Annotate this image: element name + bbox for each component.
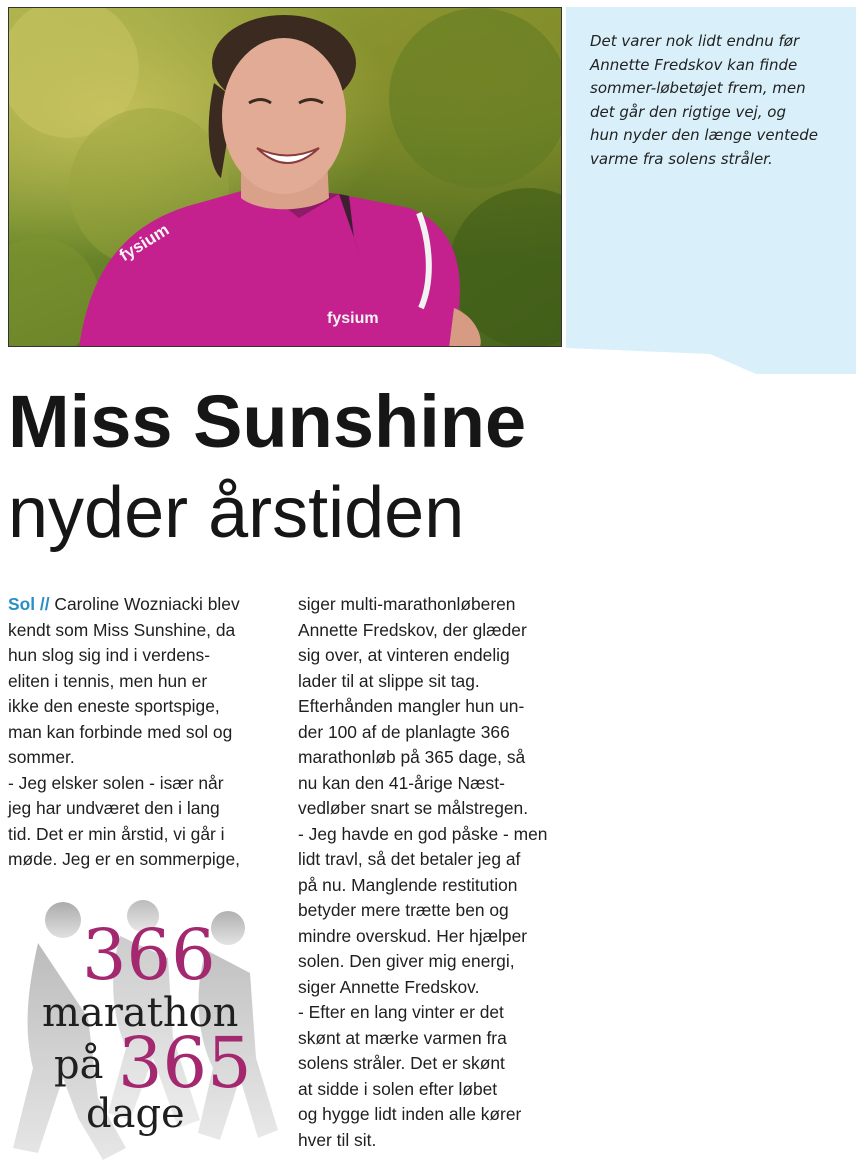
article-line: Efterhånden mangler hun un- bbox=[298, 696, 525, 716]
article-line: hun slog sig ind i verdens- bbox=[8, 645, 211, 665]
article-line: der 100 af de planlagte 366 bbox=[298, 721, 510, 742]
article-line: marathonløb på 365 dage, så bbox=[298, 747, 526, 767]
article-line: siger Annette Fredskov. bbox=[298, 976, 480, 997]
article-line: vedløber snart se målstregen. bbox=[298, 798, 529, 818]
article-line: siger multi-marathonløberen bbox=[298, 594, 516, 614]
headline bbox=[8, 380, 848, 553]
article-line: betyder mere trætte ben og bbox=[298, 900, 509, 920]
logo-number-365: 365 bbox=[118, 1022, 252, 1104]
article-line: kendt som Miss Sunshine, da bbox=[8, 619, 236, 640]
section-kicker: Sol // bbox=[8, 594, 50, 614]
article-line: lader til at slippe sit tag. bbox=[298, 670, 480, 691]
shirt-logo-front: fysium bbox=[327, 310, 379, 327]
article-line: ikke den eneste sportspige, bbox=[8, 696, 220, 716]
marathon-366-logo bbox=[8, 898, 280, 1163]
logo-word-pa: på bbox=[54, 1042, 104, 1088]
article-line: lidt travl, så det betaler jeg af bbox=[298, 849, 521, 869]
article-line: sommer. bbox=[8, 747, 75, 767]
article-line: jeg har undværet den i lang bbox=[8, 798, 220, 818]
caption-line: hun nyder den længe ventede bbox=[590, 126, 818, 145]
article-line: - Jeg elsker solen - især når bbox=[8, 772, 224, 793]
caption-line: sommer-løbetøjet frem, men bbox=[590, 79, 806, 98]
article-line: og hygge lidt inden alle kører bbox=[298, 1104, 522, 1124]
article-line: møde. Jeg er en sommerpige, bbox=[8, 849, 240, 869]
article-line: - Jeg havde en god påske - men bbox=[298, 823, 548, 844]
caption-tail bbox=[560, 346, 856, 374]
headline-sub: nyder årstiden bbox=[8, 473, 465, 553]
article-line: sig over, at vinteren endelig bbox=[298, 645, 510, 665]
article-line: på nu. Manglende restitution bbox=[298, 874, 518, 895]
article-line: tid. Det er min årstid, vi går i bbox=[8, 823, 225, 844]
logo-word-marathon: marathon bbox=[42, 990, 239, 1036]
caption-line: Det varer nok lidt endnu før bbox=[590, 32, 800, 50]
caption-line: Annette Fredskov kan finde bbox=[590, 55, 798, 74]
runner-illustration bbox=[9, 8, 562, 347]
article-line: solens stråler. Det er skønt bbox=[298, 1053, 505, 1073]
article-line: at sidde i solen efter løbet bbox=[298, 1078, 498, 1099]
article-line: solen. Den giver mig energi, bbox=[298, 951, 515, 971]
shirt-logo-left: fysium bbox=[115, 220, 173, 266]
article-line: man kan forbinde med sol og bbox=[8, 721, 233, 742]
caption-line: varme fra solens stråler. bbox=[590, 149, 773, 168]
article-line: Annette Fredskov, der glæder bbox=[298, 619, 527, 640]
runner-photo bbox=[8, 7, 562, 347]
article-line: hver til sit. bbox=[298, 1129, 377, 1150]
article-line: - Efter en lang vinter er det bbox=[298, 1002, 504, 1022]
photo-caption bbox=[590, 30, 845, 172]
article-line: nu kan den 41-årige Næst- bbox=[298, 772, 505, 793]
article-line: mindre overskud. Her hjælper bbox=[298, 925, 528, 946]
article-column-left bbox=[8, 592, 272, 873]
logo-word-dage: dage bbox=[86, 1091, 185, 1137]
caption-line: det går den rigtige vej, og bbox=[590, 102, 787, 121]
article-line: skønt at mærke varmen fra bbox=[298, 1027, 507, 1048]
headline-main: Miss Sunshine bbox=[8, 380, 527, 463]
article-line: eliten i tennis, men hun er bbox=[8, 670, 208, 691]
article-column-right bbox=[298, 592, 561, 1153]
article-line: Sol // Caroline Wozniacki blev bbox=[8, 594, 240, 614]
logo-number-366: 366 bbox=[82, 914, 216, 996]
